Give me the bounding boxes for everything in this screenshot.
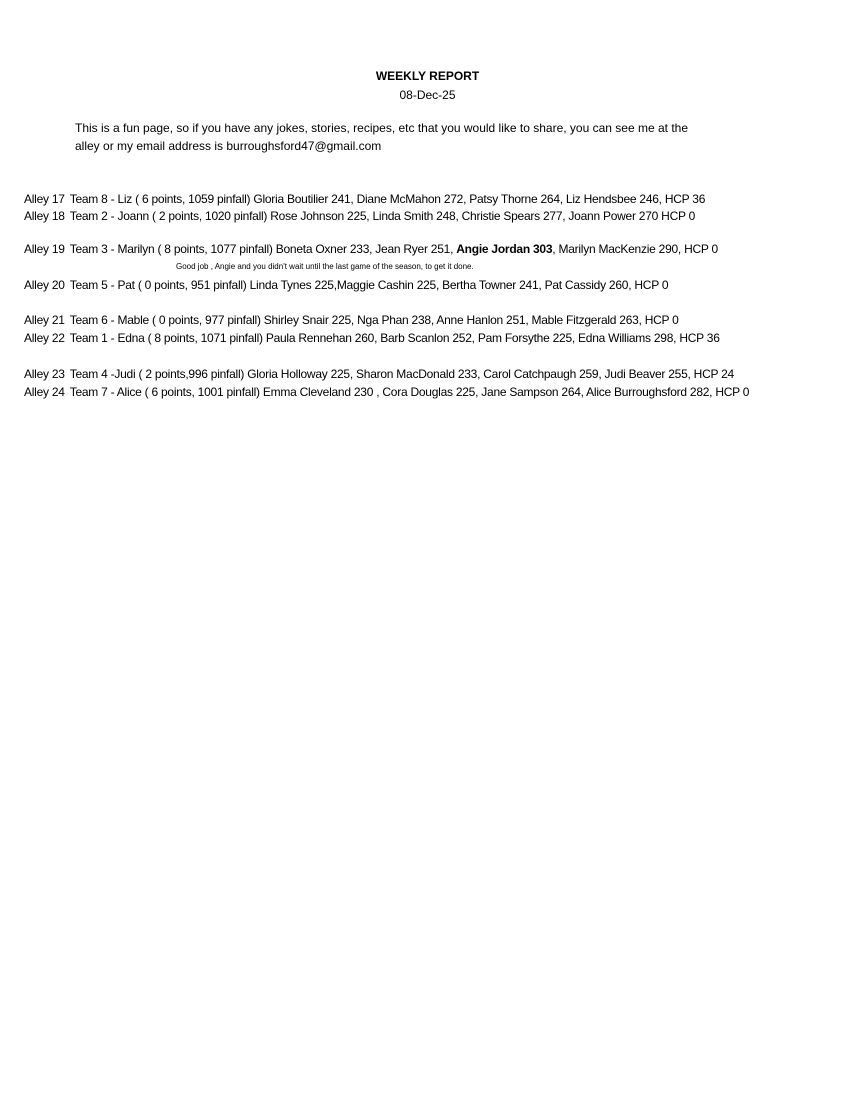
alley-row-21 <box>24 313 679 328</box>
report-date: 08-Dec-25 <box>399 88 456 102</box>
team-result: Team 5 - Pat ( 0 points, 951 pinfall) Linda Tynes 225,Maggie Cashin 225, Bertha Towner 241, Pat Cassidy 260, HCP 0 <box>69 278 669 292</box>
team-result: Team 8 - Liz ( 6 points, 1059 pinfall) Gloria Boutilier 241, Diane McMahon 272, Patsy Thorne 264, Liz Hendsbee 246, HCP 36 <box>69 192 706 206</box>
alley-label: Alley 24 <box>24 385 65 399</box>
alley-label: Alley 20 <box>24 278 65 292</box>
alley-label: Alley 21 <box>24 313 65 327</box>
team-result: Team 4 -Judi ( 2 points,996 pinfall) Gloria Holloway 225, Sharon MacDonald 233, Carol Catchpaugh 259, Judi Beaver 255, HCP 24 <box>69 367 734 381</box>
alley-row-24 <box>24 385 749 400</box>
alley-label: Alley 18 <box>24 209 65 223</box>
congrats-note: Good job , Angie and you didn't wait until the last game of the season, to get it done. <box>176 262 474 271</box>
alley-label: Alley 17 <box>24 192 65 206</box>
alley-row-20 <box>24 278 668 293</box>
intro-line-1: This is a fun page, so if you have any jokes, stories, recipes, etc that you would like to share, you can see me at the <box>75 121 688 135</box>
report-title: WEEKLY REPORT <box>375 69 480 83</box>
alley-row-19 <box>24 242 718 257</box>
team-result: Team 1 - Edna ( 8 points, 1071 pinfall) Paula Rennehan 260, Barb Scanlon 252, Pam Forsythe 225, Edna Williams 298, HCP 36 <box>69 331 720 345</box>
alley-label: Alley 22 <box>24 331 65 345</box>
alley-row-18 <box>24 209 695 224</box>
alley-label: Alley 19 <box>24 242 65 256</box>
intro-line-2: alley or my email address is burroughsford47@gmail.com <box>75 139 382 153</box>
alley-row-17 <box>24 192 705 207</box>
alley-row-22 <box>24 331 720 346</box>
high-score-highlight: Angie Jordan 303 <box>456 242 553 256</box>
team-result-end: , Marilyn MacKenzie 290, HCP 0 <box>552 242 718 256</box>
team-result: Team 7 - Alice ( 6 points, 1001 pinfall) Emma Cleveland 230 , Cora Douglas 225, Jane Sampson 264, Alice Burroughsford 282, HCP 0 <box>69 385 750 399</box>
team-result: Team 6 - Mable ( 0 points, 977 pinfall) Shirley Snair 225, Nga Phan 238, Anne Hanlon 251, Mable Fitzgerald 263, HCP 0 <box>69 313 679 327</box>
alley-label: Alley 23 <box>24 367 65 381</box>
team-result: Team 2 - Joann ( 2 points, 1020 pinfall) Rose Johnson 225, Linda Smith 248, Christie Spears 277, Joann Power 270 HCP 0 <box>69 209 696 223</box>
alley-row-23 <box>24 367 734 382</box>
team-result-start: Team 3 - Marilyn ( 8 points, 1077 pinfall) Boneta Oxner 233, Jean Ryer 251, <box>69 242 457 256</box>
intro-paragraph <box>75 119 775 155</box>
